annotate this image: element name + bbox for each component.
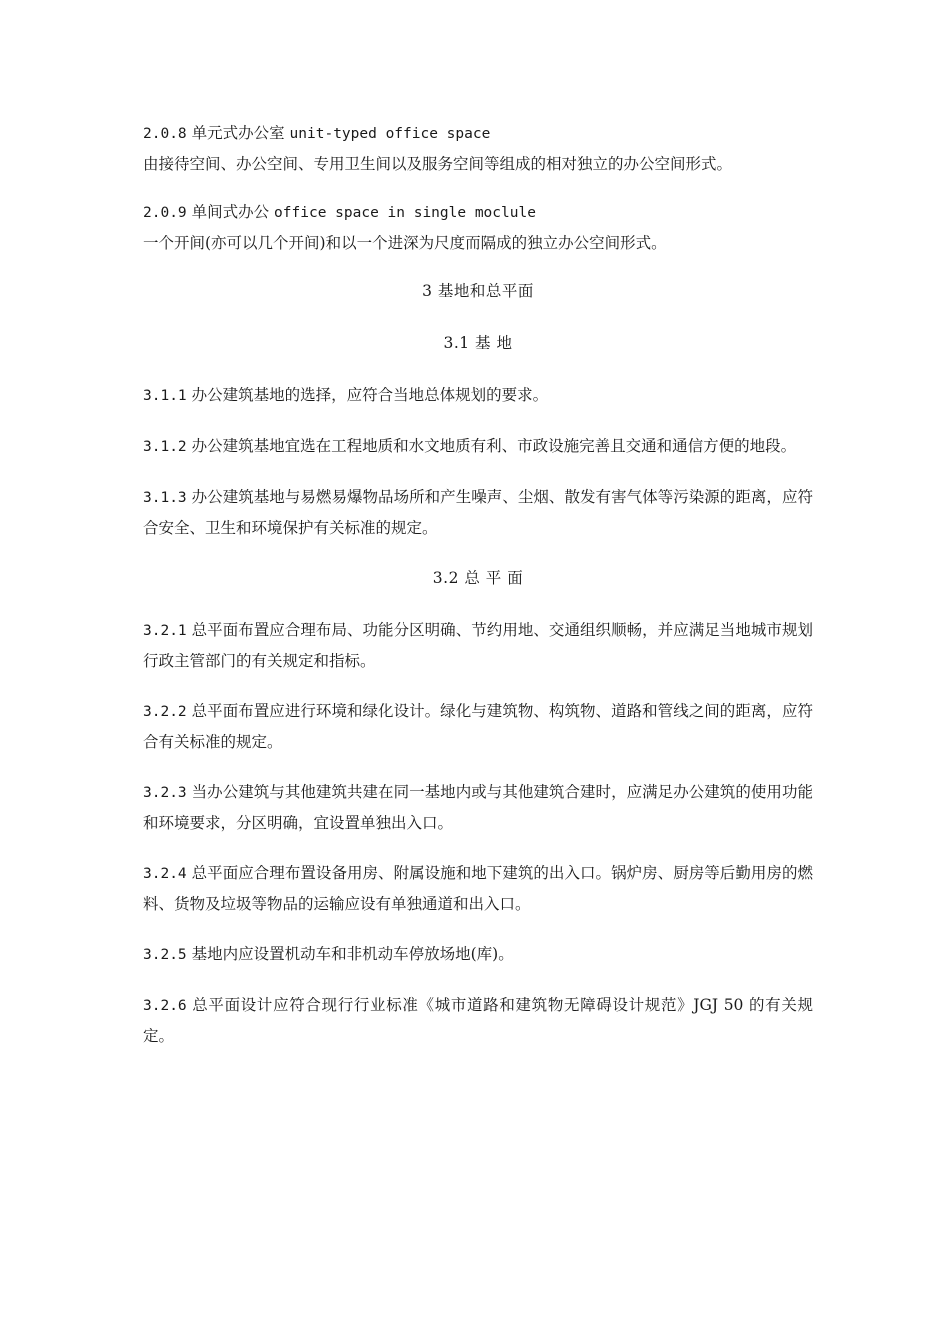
clause-number: 3.2.1: [143, 623, 187, 639]
clause-number: 2.0.9: [143, 205, 187, 221]
clause-text: 总平面布置应合理布局、功能分区明确、节约用地、交通组织顺畅，并应满足当地城市规划行政主管部门的有关规定和指标。: [143, 621, 813, 670]
term-title-en: office space in single moclule: [274, 205, 536, 221]
clause-text: 当办公建筑与其他建筑共建在同一基地内或与其他建筑合建时，应满足办公建筑的使用功能和环境要求，分区明确，宜设置单独出入口。: [143, 783, 813, 832]
term-definition: 由接待空间、办公空间、专用卫生间以及服务空间等组成的相对独立的办公空间形式。: [143, 155, 733, 173]
term-title-zh: 单元式办公室: [191, 124, 285, 142]
clause-text: 总平面设计应符合现行行业标准《城市道路和建筑物无障碍设计规范》JGJ 50 的有关规定。: [143, 996, 813, 1045]
term-heading: [143, 118, 813, 149]
clause-text: 总平面布置应进行环境和绿化设计。绿化与建筑物、构筑物、道路和管线之间的距离，应符合有关标准的规定。: [143, 702, 813, 751]
clause-text: 办公建筑基地的选择，应符合当地总体规划的要求。: [191, 386, 549, 404]
document-page: [143, 118, 813, 1071]
term-2-0-8: [143, 118, 813, 179]
clause-number: 3.1.1: [143, 388, 187, 404]
section-heading: 3.1 基 地: [443, 334, 513, 352]
term-title-en: unit-typed office space: [289, 126, 491, 142]
chapter-heading: 3 基地和总平面: [422, 282, 534, 300]
clause-3-2-3: [143, 777, 813, 838]
clause-number: 3.2.6: [143, 998, 187, 1014]
clause-3-2-4: [143, 858, 813, 919]
clause-3-2-1: [143, 615, 813, 676]
clause-3-2-5: [143, 939, 813, 970]
clause-number: 3.2.3: [143, 785, 187, 801]
clause-text: 办公建筑基地与易燃易爆物品场所和产生噪声、尘烟、散发有害气体等污染源的距离，应符合安全、卫生和环境保护有关标准的规定。: [143, 488, 813, 537]
clause-number: 3.2.2: [143, 704, 187, 720]
clause-3-2-6: [143, 990, 813, 1051]
clause-number: 3.2.4: [143, 866, 187, 882]
clause-number: 3.1.2: [143, 439, 187, 455]
clause-3-1-3: [143, 482, 813, 543]
clause-text: 基地内应设置机动车和非机动车停放场地(库)。: [191, 945, 514, 963]
clause-3-1-1: [143, 380, 813, 411]
clause-text: 总平面应合理布置设备用房、附属设施和地下建筑的出入口。锅炉房、厨房等后勤用房的燃料、货物及垃圾等物品的运输应设有单独通道和出入口。: [143, 864, 813, 913]
clause-number: 3.1.3: [143, 490, 187, 506]
clause-3-1-2: [143, 431, 813, 462]
term-heading: [143, 197, 813, 228]
clause-number: 3.2.5: [143, 947, 187, 963]
term-definition: 一个开间(亦可以几个开间)和以一个进深为尺度而隔成的独立办公空间形式。: [143, 234, 667, 252]
term-2-0-9: [143, 197, 813, 258]
clause-number: 2.0.8: [143, 126, 187, 142]
clause-3-2-2: [143, 696, 813, 757]
clause-text: 办公建筑基地宜选在工程地质和水文地质有利、市政设施完善且交通和通信方便的地段。: [191, 437, 797, 455]
section-heading: 3.2 总 平 面: [432, 569, 524, 587]
term-title-zh: 单间式办公: [191, 203, 270, 221]
